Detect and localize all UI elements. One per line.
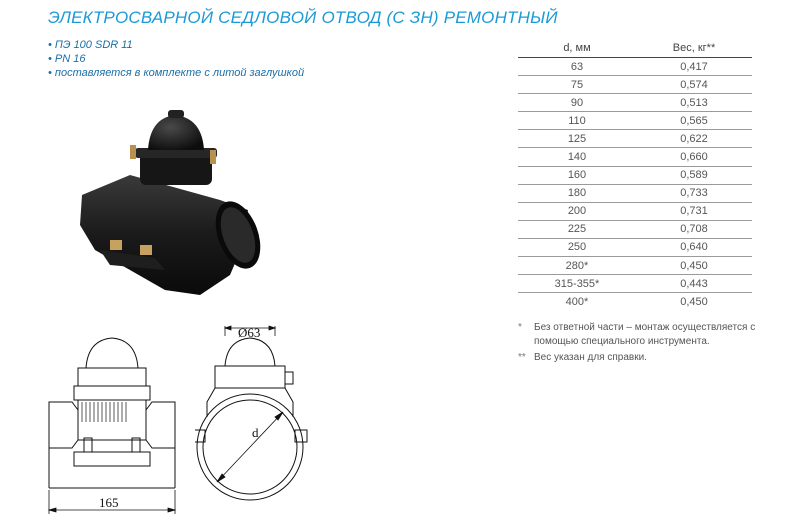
cell-diameter: 250 bbox=[567, 241, 587, 254]
table-body bbox=[518, 58, 752, 310]
cell-weight: 0,660 bbox=[680, 151, 708, 164]
cell-diameter: 280* bbox=[565, 259, 589, 272]
cell-diameter: 400* bbox=[565, 295, 589, 308]
footnote-mark: * bbox=[518, 322, 522, 333]
cell-diameter: 110 bbox=[568, 114, 586, 127]
dimension-width-label: 165 bbox=[99, 495, 119, 510]
footnote bbox=[518, 321, 768, 349]
footnote-text: Без ответной части – монтаж осуществляется с помощью специального инструмента. bbox=[534, 322, 756, 347]
cell-diameter: 315-355* bbox=[554, 277, 600, 290]
column-header-diameter: d, мм bbox=[563, 41, 591, 54]
table-row bbox=[518, 275, 752, 293]
table-row bbox=[518, 58, 752, 76]
page-title: ЭЛЕКТРОСВАРНОЙ СЕДЛОВОЙ ОТВОД (С ЗН) РЕМОНТНЫЙ bbox=[48, 8, 558, 27]
column-header-weight: Вес, кг** bbox=[672, 41, 716, 54]
cell-diameter: 75 bbox=[570, 78, 584, 91]
table-row bbox=[518, 130, 752, 148]
front-view-drawing bbox=[44, 330, 194, 520]
cell-weight: 0,589 bbox=[680, 169, 708, 182]
cell-weight: 0,731 bbox=[680, 205, 708, 218]
cell-weight: 0,450 bbox=[680, 295, 708, 308]
table-row bbox=[518, 221, 752, 239]
cell-diameter: 160 bbox=[567, 169, 587, 182]
table-row bbox=[518, 167, 752, 185]
weight-table bbox=[518, 38, 752, 310]
cell-diameter: 140 bbox=[567, 151, 587, 164]
cell-weight: 0,733 bbox=[680, 187, 708, 200]
footnote bbox=[518, 351, 768, 365]
table-row bbox=[518, 203, 752, 221]
table-row bbox=[518, 293, 752, 310]
dimension-diameter-label: Ø63 bbox=[238, 325, 261, 340]
footnote-text: Вес указан для справки. bbox=[534, 352, 647, 363]
cell-diameter: 90 bbox=[570, 96, 584, 109]
dimension-d-label: d bbox=[252, 425, 259, 440]
cell-diameter: 63 bbox=[570, 60, 584, 73]
cell-weight: 0,640 bbox=[680, 241, 708, 254]
cell-diameter: 125 bbox=[567, 132, 587, 145]
cell-diameter: 225 bbox=[567, 223, 587, 236]
spec-item: • PN 16 bbox=[48, 53, 86, 65]
footnote-mark: ** bbox=[518, 352, 526, 363]
product-photo bbox=[70, 110, 270, 305]
cell-weight: 0,622 bbox=[680, 132, 708, 145]
cell-diameter: 180 bbox=[567, 187, 587, 200]
table-header bbox=[518, 38, 752, 58]
cell-weight: 0,708 bbox=[680, 223, 708, 236]
cell-weight: 0,450 bbox=[680, 259, 708, 272]
table-row bbox=[518, 94, 752, 112]
cell-weight: 0,443 bbox=[680, 277, 708, 290]
cell-diameter: 200 bbox=[567, 205, 587, 218]
spec-item: • поставляется в комплекте с литой заглушкой bbox=[48, 67, 305, 79]
footnotes bbox=[518, 321, 768, 367]
table-row bbox=[518, 148, 752, 166]
table-row bbox=[518, 112, 752, 130]
spec-item: • ПЭ 100 SDR 11 bbox=[48, 39, 133, 51]
table-row bbox=[518, 76, 752, 94]
cell-weight: 0,513 bbox=[680, 96, 708, 109]
table-row bbox=[518, 257, 752, 275]
side-view-drawing bbox=[195, 322, 310, 522]
table-row bbox=[518, 239, 752, 257]
cell-weight: 0,417 bbox=[680, 60, 708, 73]
table-row bbox=[518, 185, 752, 203]
cell-weight: 0,574 bbox=[680, 78, 708, 91]
spec-list bbox=[48, 38, 304, 80]
cell-weight: 0,565 bbox=[680, 114, 708, 127]
